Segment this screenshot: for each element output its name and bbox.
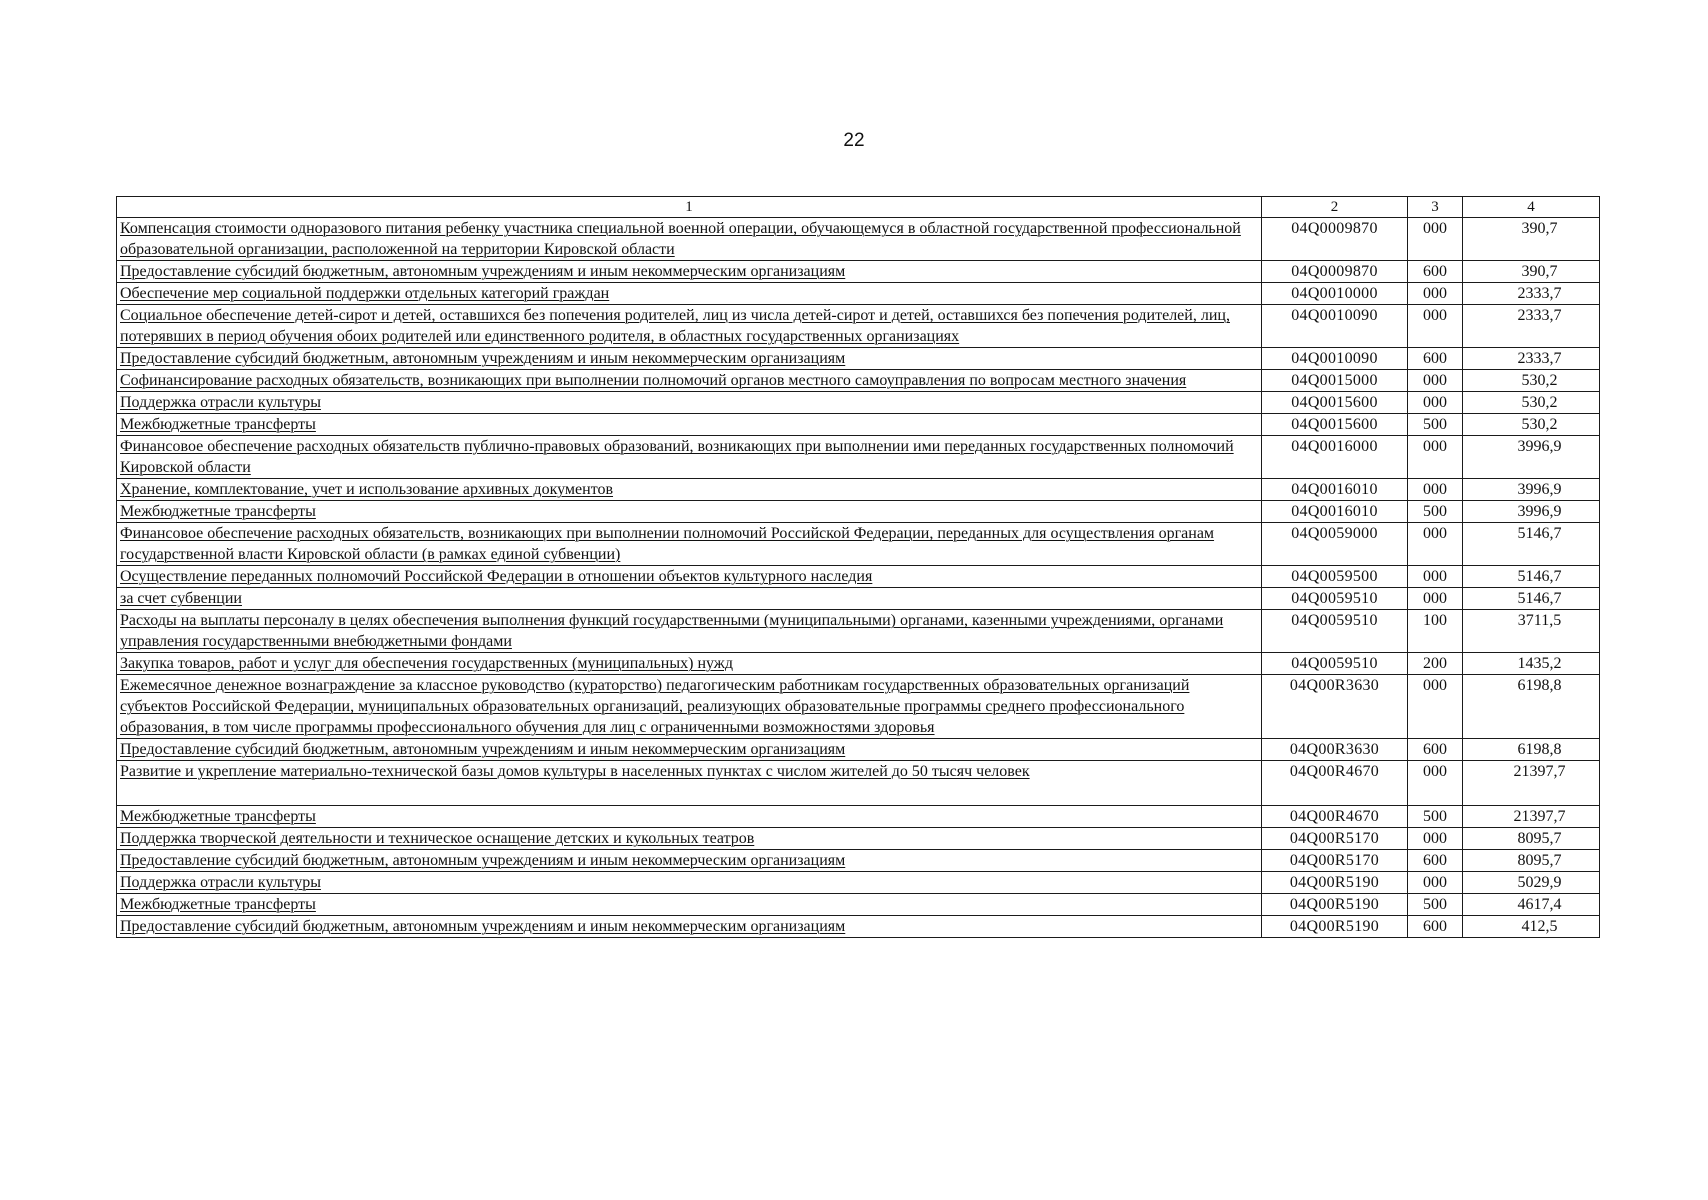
target-code-cell: 04Q0016010 — [1262, 501, 1408, 523]
amount-cell: 3711,5 — [1463, 610, 1600, 653]
expense-type-cell: 000 — [1408, 588, 1463, 610]
expense-type-cell: 000 — [1408, 761, 1463, 806]
expense-type-cell: 000 — [1408, 523, 1463, 566]
page-number: 22 — [843, 130, 865, 151]
table-row — [117, 610, 1600, 653]
target-code-cell: 04Q0009870 — [1262, 218, 1408, 261]
table-header — [117, 197, 1600, 218]
expense-name-cell: Предоставление субсидий бюджетным, автономным учреждениям и иным некоммерческим организациям — [117, 850, 1262, 872]
amount-cell: 390,7 — [1463, 261, 1600, 283]
expense-name-cell: Финансовое обеспечение расходных обязательств, возникающих при выполнении полномочий Российской Федерации, переданных для осуществления органам государственной власти Кировской области (в рамках единой субвенции) — [117, 523, 1262, 566]
amount-cell: 412,5 — [1463, 916, 1600, 938]
expense-type-cell: 000 — [1408, 392, 1463, 414]
table-row — [117, 850, 1600, 872]
amount-cell: 3996,9 — [1463, 436, 1600, 479]
table-row — [117, 566, 1600, 588]
target-code-cell: 04Q0059510 — [1262, 610, 1408, 653]
target-code-cell: 04Q00R5170 — [1262, 850, 1408, 872]
table-row — [117, 653, 1600, 675]
target-code-cell: 04Q00R5190 — [1262, 872, 1408, 894]
table-row — [117, 370, 1600, 392]
expense-name-cell: Расходы на выплаты персоналу в целях обеспечения выполнения функций государственными (муниципальными) органами, казенными учреждениями, органами управления государственными внебюджетными фондами — [117, 610, 1262, 653]
expense-type-cell: 200 — [1408, 653, 1463, 675]
expense-type-cell: 500 — [1408, 501, 1463, 523]
table-row — [117, 828, 1600, 850]
amount-cell: 5146,7 — [1463, 588, 1600, 610]
table-row — [117, 348, 1600, 370]
header-col-3: 3 — [1408, 197, 1463, 218]
expense-name-cell: Софинансирование расходных обязательств, возникающих при выполнении полномочий органов местного самоуправления по вопросам местного значения — [117, 370, 1262, 392]
expense-name-cell: Ежемесячное денежное вознаграждение за классное руководство (кураторство) педагогическим работникам государственных образовательных организаций субъектов Российской Федерации, муниципальных образовательных организаций, реализующих образовательные программы среднего профессионального образования, в том числе программы профессионального обучения для лиц с ограниченными возможностями здоровья — [117, 675, 1262, 739]
amount-cell: 5029,9 — [1463, 872, 1600, 894]
expense-name-cell: за счет субвенции — [117, 588, 1262, 610]
expense-name-cell: Поддержка отрасли культуры — [117, 392, 1262, 414]
target-code-cell: 04Q0010090 — [1262, 305, 1408, 348]
target-code-cell: 04Q0010000 — [1262, 283, 1408, 305]
amount-cell: 1435,2 — [1463, 653, 1600, 675]
amount-cell: 2333,7 — [1463, 305, 1600, 348]
expense-name-cell: Предоставление субсидий бюджетным, автономным учреждениям и иным некоммерческим организациям — [117, 348, 1262, 370]
expense-type-cell: 000 — [1408, 436, 1463, 479]
table-row — [117, 218, 1600, 261]
expense-name-cell: Предоставление субсидий бюджетным, автономным учреждениям и иным некоммерческим организациям — [117, 739, 1262, 761]
expense-name-cell: Хранение, комплектование, учет и использование архивных документов — [117, 479, 1262, 501]
amount-cell: 8095,7 — [1463, 850, 1600, 872]
expense-type-cell: 000 — [1408, 218, 1463, 261]
target-code-cell: 04Q0015000 — [1262, 370, 1408, 392]
expense-name-cell: Межбюджетные трансферты — [117, 806, 1262, 828]
expense-type-cell: 600 — [1408, 348, 1463, 370]
target-code-cell: 04Q0009870 — [1262, 261, 1408, 283]
table-row — [117, 761, 1600, 806]
target-code-cell: 04Q0059500 — [1262, 566, 1408, 588]
table-row — [117, 894, 1600, 916]
expense-name-cell: Межбюджетные трансферты — [117, 414, 1262, 436]
expense-type-cell: 000 — [1408, 675, 1463, 739]
table-row — [117, 588, 1600, 610]
target-code-cell: 04Q0015600 — [1262, 414, 1408, 436]
expense-type-cell: 000 — [1408, 283, 1463, 305]
header-col-1: 1 — [117, 197, 1262, 218]
expense-type-cell: 000 — [1408, 479, 1463, 501]
expense-type-cell: 000 — [1408, 370, 1463, 392]
amount-cell: 4617,4 — [1463, 894, 1600, 916]
table-row — [117, 739, 1600, 761]
expense-name-cell: Межбюджетные трансферты — [117, 894, 1262, 916]
expense-type-cell: 000 — [1408, 828, 1463, 850]
target-code-cell: 04Q00R5190 — [1262, 894, 1408, 916]
table-row — [117, 436, 1600, 479]
amount-cell: 390,7 — [1463, 218, 1600, 261]
target-code-cell: 04Q00R3630 — [1262, 739, 1408, 761]
expense-name-cell: Финансовое обеспечение расходных обязательств публично-правовых образований, возникающих при выполнении ими переданных государственных полномочий Кировской области — [117, 436, 1262, 479]
table-row — [117, 479, 1600, 501]
table-row — [117, 675, 1600, 739]
target-code-cell: 04Q00R4670 — [1262, 761, 1408, 806]
amount-cell: 6198,8 — [1463, 675, 1600, 739]
expense-type-cell: 600 — [1408, 739, 1463, 761]
amount-cell: 530,2 — [1463, 414, 1600, 436]
target-code-cell: 04Q0059510 — [1262, 588, 1408, 610]
target-code-cell: 04Q00R5170 — [1262, 828, 1408, 850]
table-body — [117, 218, 1600, 938]
target-code-cell: 04Q0016010 — [1262, 479, 1408, 501]
expense-name-cell: Компенсация стоимости одноразового питания ребенку участника специальной военной операции, обучающемуся в областной государственной профессиональной образовательной организации, расположенной на территории Кировской области — [117, 218, 1262, 261]
expense-name-cell: Межбюджетные трансферты — [117, 501, 1262, 523]
expense-name-cell: Предоставление субсидий бюджетным, автономным учреждениям и иным некоммерческим организациям — [117, 916, 1262, 938]
table-row — [117, 501, 1600, 523]
expense-name-cell: Обеспечение мер социальной поддержки отдельных категорий граждан — [117, 283, 1262, 305]
amount-cell: 3996,9 — [1463, 479, 1600, 501]
amount-cell: 21397,7 — [1463, 761, 1600, 806]
expense-name-cell: Поддержка творческой деятельности и техническое оснащение детских и кукольных театров — [117, 828, 1262, 850]
table-row — [117, 261, 1600, 283]
header-row — [117, 197, 1600, 218]
target-code-cell: 04Q00R5190 — [1262, 916, 1408, 938]
amount-cell: 530,2 — [1463, 392, 1600, 414]
table-row — [117, 806, 1600, 828]
amount-cell: 2333,7 — [1463, 348, 1600, 370]
expense-name-cell: Осуществление переданных полномочий Российской Федерации в отношении объектов культурного наследия — [117, 566, 1262, 588]
expense-type-cell: 000 — [1408, 566, 1463, 588]
amount-cell: 2333,7 — [1463, 283, 1600, 305]
expense-type-cell: 600 — [1408, 261, 1463, 283]
header-col-4: 4 — [1463, 197, 1600, 218]
expense-name-cell: Предоставление субсидий бюджетным, автономным учреждениям и иным некоммерческим организациям — [117, 261, 1262, 283]
target-code-cell: 04Q0059510 — [1262, 653, 1408, 675]
target-code-cell: 04Q0015600 — [1262, 392, 1408, 414]
amount-cell: 530,2 — [1463, 370, 1600, 392]
table-row — [117, 523, 1600, 566]
header-col-2: 2 — [1262, 197, 1408, 218]
target-code-cell: 04Q00R3630 — [1262, 675, 1408, 739]
amount-cell: 21397,7 — [1463, 806, 1600, 828]
expense-type-cell: 600 — [1408, 916, 1463, 938]
amount-cell: 5146,7 — [1463, 566, 1600, 588]
expense-name-cell: Закупка товаров, работ и услуг для обеспечения государственных (муниципальных) нужд — [117, 653, 1262, 675]
table-row — [117, 414, 1600, 436]
target-code-cell: 04Q0010090 — [1262, 348, 1408, 370]
table-row — [117, 916, 1600, 938]
target-code-cell: 04Q0016000 — [1262, 436, 1408, 479]
table-row — [117, 305, 1600, 348]
expense-name-cell: Поддержка отрасли культуры — [117, 872, 1262, 894]
table-row — [117, 872, 1600, 894]
expense-type-cell: 000 — [1408, 872, 1463, 894]
target-code-cell: 04Q0059000 — [1262, 523, 1408, 566]
amount-cell: 6198,8 — [1463, 739, 1600, 761]
target-code-cell: 04Q00R4670 — [1262, 806, 1408, 828]
budget-table — [116, 196, 1600, 938]
amount-cell: 3996,9 — [1463, 501, 1600, 523]
table-row — [117, 392, 1600, 414]
expense-type-cell: 000 — [1408, 305, 1463, 348]
expense-name-cell: Социальное обеспечение детей-сирот и детей, оставшихся без попечения родителей, лиц из числа детей-сирот и детей, оставшихся без попечения родителей, лиц, потерявших в период обучения обоих родителей или единственного родителя, в областных государственных организациях — [117, 305, 1262, 348]
expense-type-cell: 600 — [1408, 850, 1463, 872]
expense-name-cell: Развитие и укрепление материально-технической базы домов культуры в населенных пунктах с числом жителей до 50 тысяч человек — [117, 761, 1262, 806]
amount-cell: 5146,7 — [1463, 523, 1600, 566]
expense-type-cell: 500 — [1408, 894, 1463, 916]
amount-cell: 8095,7 — [1463, 828, 1600, 850]
expense-type-cell: 100 — [1408, 610, 1463, 653]
expense-type-cell: 500 — [1408, 806, 1463, 828]
expense-type-cell: 500 — [1408, 414, 1463, 436]
table-row — [117, 283, 1600, 305]
